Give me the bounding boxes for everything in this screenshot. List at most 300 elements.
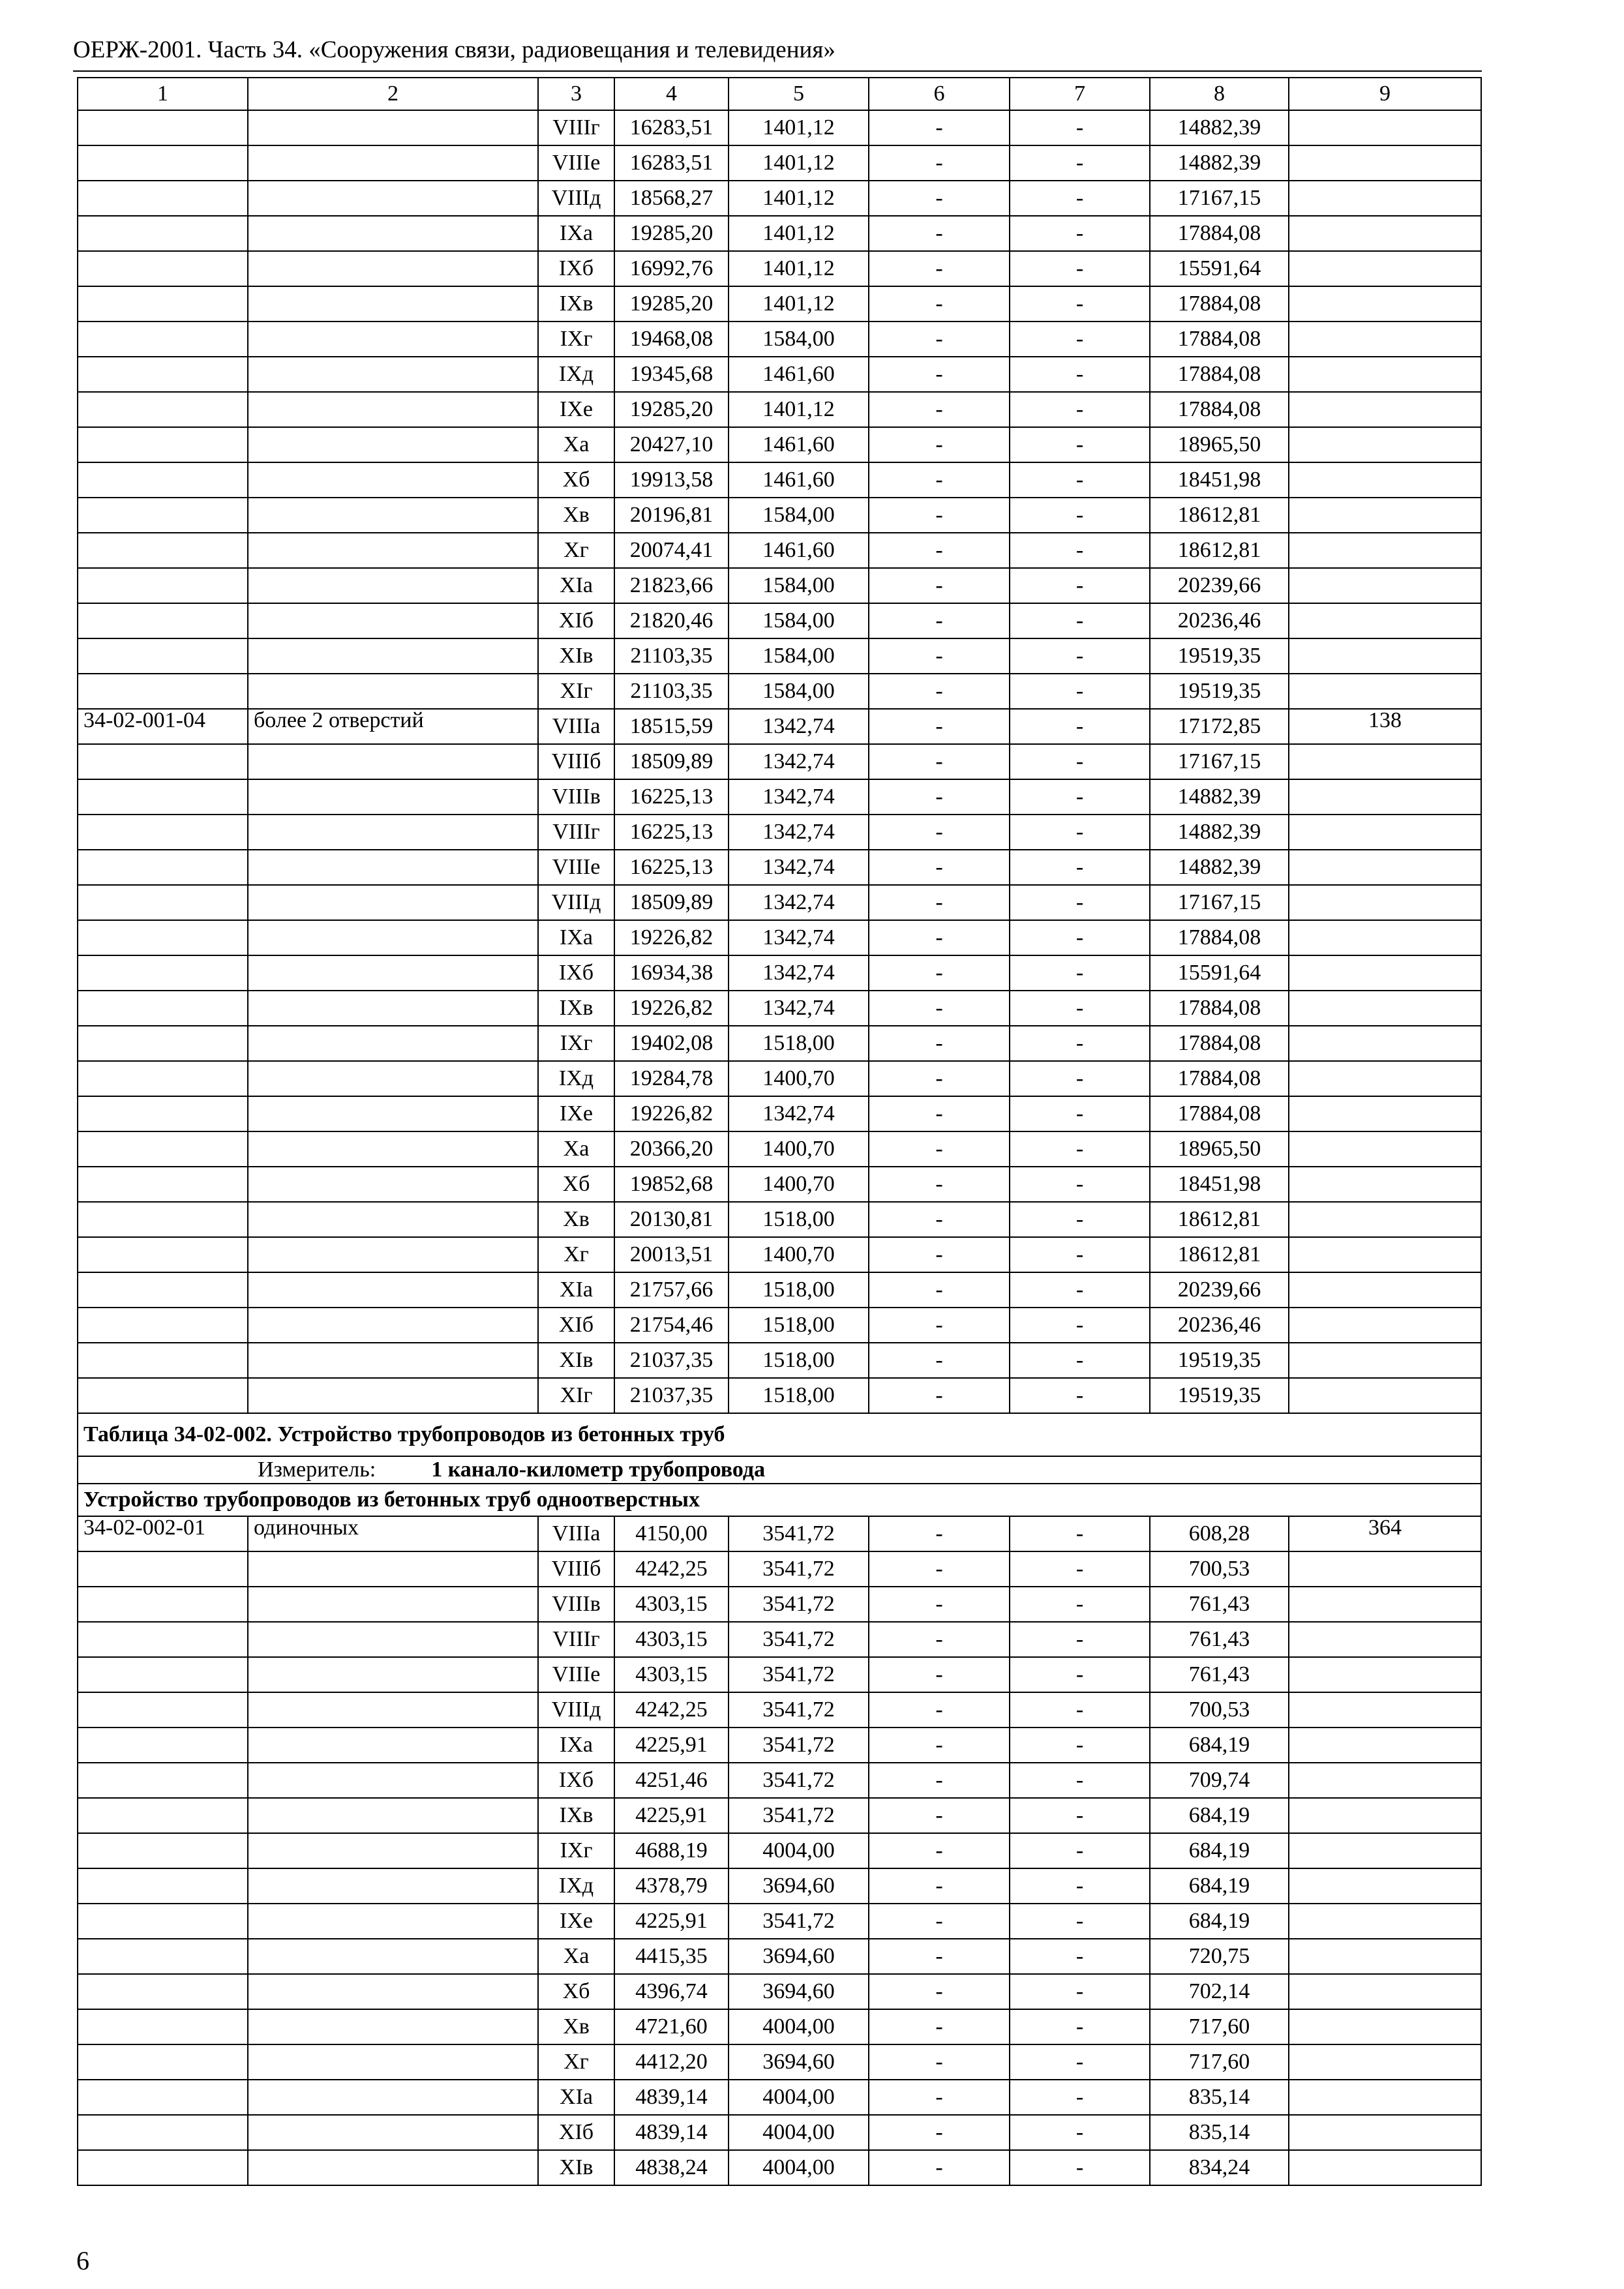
machine-cell: - [869, 885, 1010, 920]
machinist-wages-cell: - [1010, 1516, 1150, 1551]
wages-cell: 1584,00 [729, 638, 869, 674]
materials-cell: 717,60 [1150, 2009, 1289, 2044]
materials-cell: 18965,50 [1150, 1131, 1289, 1167]
machinist-wages-cell: - [1010, 955, 1150, 991]
machinist-wages-cell: - [1010, 1061, 1150, 1096]
wages-cell: 1518,00 [729, 1272, 869, 1308]
labor-cell [1289, 1622, 1481, 1657]
materials-cell: 684,19 [1150, 1798, 1289, 1833]
materials-cell: 17884,08 [1150, 286, 1289, 322]
total-cost-cell: 19285,20 [614, 392, 729, 427]
rate-code-cell [78, 1622, 248, 1657]
labor-cell [1289, 1026, 1481, 1061]
rate-code-cell [78, 850, 248, 885]
table-row [78, 1378, 1481, 1413]
machinist-wages-cell: - [1010, 533, 1150, 568]
rate-code-cell [78, 2115, 248, 2150]
machine-cell: - [869, 674, 1010, 709]
wages-cell: 1461,60 [729, 357, 869, 392]
wages-cell: 3541,72 [729, 1516, 869, 1551]
total-cost-cell: 16283,51 [614, 110, 729, 145]
zone-cell: XIг [538, 1378, 614, 1413]
rate-code-cell [78, 1378, 248, 1413]
machinist-wages-cell: - [1010, 1587, 1150, 1622]
work-name-cell [248, 674, 538, 709]
machinist-wages-cell: - [1010, 1272, 1150, 1308]
zone-cell: IXa [538, 216, 614, 251]
materials-cell: 17884,08 [1150, 991, 1289, 1026]
labor-cell [1289, 216, 1481, 251]
materials-cell: 20239,66 [1150, 568, 1289, 603]
table-row [78, 568, 1481, 603]
machine-cell: - [869, 1763, 1010, 1798]
work-name-cell [248, 885, 538, 920]
materials-cell: 684,19 [1150, 1728, 1289, 1763]
zone-cell: IXe [538, 1096, 614, 1131]
labor-cell [1289, 1308, 1481, 1343]
wages-cell: 1584,00 [729, 603, 869, 638]
zone-cell: XIa [538, 2080, 614, 2115]
machinist-wages-cell: - [1010, 850, 1150, 885]
machinist-wages-cell: - [1010, 498, 1150, 533]
machinist-wages-cell: - [1010, 2044, 1150, 2080]
wages-cell: 1401,12 [729, 145, 869, 181]
work-name-cell [248, 2115, 538, 2150]
machine-cell: - [869, 1904, 1010, 1939]
machine-cell: - [869, 1868, 1010, 1904]
table-row [78, 1798, 1481, 1833]
total-cost-cell: 4303,15 [614, 1657, 729, 1692]
materials-cell: 684,19 [1150, 1833, 1289, 1868]
machine-cell: - [869, 1657, 1010, 1692]
rate-code-cell [78, 2080, 248, 2115]
materials-cell: 18451,98 [1150, 1167, 1289, 1202]
materials-cell: 14882,39 [1150, 779, 1289, 815]
labor-cell [1289, 1167, 1481, 1202]
work-name-cell [248, 1272, 538, 1308]
wages-cell: 1401,12 [729, 392, 869, 427]
total-cost-cell: 4415,35 [614, 1939, 729, 1974]
total-cost-cell: 20130,81 [614, 1202, 729, 1237]
zone-cell: VIIIд [538, 1692, 614, 1728]
machinist-wages-cell: - [1010, 286, 1150, 322]
materials-cell: 17884,08 [1150, 357, 1289, 392]
work-name-cell [248, 462, 538, 498]
machine-cell: - [869, 1833, 1010, 1868]
machinist-wages-cell: - [1010, 1026, 1150, 1061]
materials-cell: 14882,39 [1150, 145, 1289, 181]
machine-cell: - [869, 216, 1010, 251]
total-cost-cell: 21823,66 [614, 568, 729, 603]
machinist-wages-cell: - [1010, 2009, 1150, 2044]
table-row [78, 955, 1481, 991]
machinist-wages-cell: - [1010, 2080, 1150, 2115]
machine-cell: - [869, 1974, 1010, 2009]
rate-code-cell [78, 1308, 248, 1343]
total-cost-cell: 4242,25 [614, 1551, 729, 1587]
labor-cell [1289, 1131, 1481, 1167]
rate-code-cell [78, 779, 248, 815]
work-name-cell [248, 603, 538, 638]
machine-cell: - [869, 2044, 1010, 2080]
work-name-cell [248, 1131, 538, 1167]
table-row [78, 1167, 1481, 1202]
machine-cell: - [869, 533, 1010, 568]
materials-cell: 18612,81 [1150, 533, 1289, 568]
wages-cell: 3541,72 [729, 1904, 869, 1939]
machinist-wages-cell: - [1010, 920, 1150, 955]
total-cost-cell: 19285,20 [614, 286, 729, 322]
machine-cell: - [869, 1272, 1010, 1308]
labor-cell [1289, 392, 1481, 427]
materials-cell: 834,24 [1150, 2150, 1289, 2185]
materials-cell: 15591,64 [1150, 955, 1289, 991]
machine-cell: - [869, 498, 1010, 533]
rate-code-cell [78, 427, 248, 462]
total-cost-cell: 4839,14 [614, 2115, 729, 2150]
table-row [78, 1833, 1481, 1868]
materials-cell: 18612,81 [1150, 498, 1289, 533]
wages-cell: 1518,00 [729, 1378, 869, 1413]
labor-cell [1289, 181, 1481, 216]
table-row [78, 674, 1481, 709]
machinist-wages-cell: - [1010, 1939, 1150, 1974]
materials-cell: 14882,39 [1150, 110, 1289, 145]
work-name-cell [248, 1587, 538, 1622]
table-row [78, 1061, 1481, 1096]
total-cost-cell: 21103,35 [614, 674, 729, 709]
machine-cell: - [869, 1692, 1010, 1728]
column-number: 1 [78, 78, 248, 110]
wages-cell: 3694,60 [729, 1868, 869, 1904]
labor-cell [1289, 1692, 1481, 1728]
machinist-wages-cell: - [1010, 1096, 1150, 1131]
labor-cell [1289, 1728, 1481, 1763]
materials-cell: 18965,50 [1150, 427, 1289, 462]
machinist-wages-cell: - [1010, 1622, 1150, 1657]
labor-cell [1289, 1272, 1481, 1308]
rate-code-cell [78, 2009, 248, 2044]
wages-cell: 1584,00 [729, 322, 869, 357]
rate-code-cell [78, 638, 248, 674]
column-number: 4 [614, 78, 729, 110]
machinist-wages-cell: - [1010, 145, 1150, 181]
labor-cell [1289, 955, 1481, 991]
work-name-cell [248, 1904, 538, 1939]
work-name-cell [248, 2044, 538, 2080]
machine-cell: - [869, 322, 1010, 357]
labor-cell [1289, 2150, 1481, 2185]
total-cost-cell: 19913,58 [614, 462, 729, 498]
machinist-wages-cell: - [1010, 744, 1150, 779]
work-name-cell: более 2 отверстий [248, 709, 538, 744]
total-cost-cell: 16992,76 [614, 251, 729, 286]
zone-cell: Xв [538, 2009, 614, 2044]
wages-cell: 1584,00 [729, 674, 869, 709]
table-row [78, 1516, 1481, 1551]
labor-cell [1289, 145, 1481, 181]
wages-cell: 1342,74 [729, 1096, 869, 1131]
wages-cell: 3694,60 [729, 1939, 869, 1974]
zone-cell: Xв [538, 1202, 614, 1237]
wages-cell: 1342,74 [729, 885, 869, 920]
rate-code-cell [78, 392, 248, 427]
machine-cell: - [869, 1622, 1010, 1657]
work-name-cell [248, 286, 538, 322]
zone-cell: IXв [538, 286, 614, 322]
labor-cell [1289, 2115, 1481, 2150]
machine-cell: - [869, 1343, 1010, 1378]
work-name-cell [248, 1763, 538, 1798]
work-name-cell [248, 251, 538, 286]
labor-cell [1289, 1587, 1481, 1622]
work-name-cell [248, 1692, 538, 1728]
table-row [78, 1657, 1481, 1692]
rate-code-cell [78, 955, 248, 991]
materials-cell: 17884,08 [1150, 216, 1289, 251]
materials-cell: 709,74 [1150, 1763, 1289, 1798]
table-row [78, 709, 1481, 744]
wages-cell: 1401,12 [729, 216, 869, 251]
rate-code-cell [78, 1343, 248, 1378]
zone-cell: IXб [538, 955, 614, 991]
work-name-cell [248, 110, 538, 145]
wages-cell: 1584,00 [729, 568, 869, 603]
materials-cell: 14882,39 [1150, 815, 1289, 850]
zone-cell: Xa [538, 1939, 614, 1974]
labor-cell [1289, 1939, 1481, 1974]
rate-code-cell [78, 1026, 248, 1061]
zone-cell: XIб [538, 603, 614, 638]
machine-cell: - [869, 955, 1010, 991]
total-cost-cell: 21754,46 [614, 1308, 729, 1343]
zone-cell: VIIIг [538, 815, 614, 850]
rate-code-cell [78, 568, 248, 603]
machinist-wages-cell: - [1010, 709, 1150, 744]
total-cost-cell: 21820,46 [614, 603, 729, 638]
table-row [78, 392, 1481, 427]
work-name-cell [248, 991, 538, 1026]
materials-cell: 835,14 [1150, 2080, 1289, 2115]
machinist-wages-cell: - [1010, 1237, 1150, 1272]
wages-cell: 1584,00 [729, 498, 869, 533]
materials-cell: 19519,35 [1150, 1378, 1289, 1413]
measure-value: 1 канало-километр трубопровода [431, 1458, 766, 1482]
zone-cell: IXг [538, 322, 614, 357]
machinist-wages-cell: - [1010, 1833, 1150, 1868]
wages-cell: 1342,74 [729, 920, 869, 955]
column-number: 5 [729, 78, 869, 110]
table-row [78, 1904, 1481, 1939]
zone-cell: Xв [538, 498, 614, 533]
table-row [78, 779, 1481, 815]
wages-cell: 1518,00 [729, 1343, 869, 1378]
work-name-cell [248, 533, 538, 568]
work-name-cell [248, 2080, 538, 2115]
machinist-wages-cell: - [1010, 1692, 1150, 1728]
machine-cell: - [869, 2080, 1010, 2115]
machine-cell: - [869, 1026, 1010, 1061]
zone-cell: IXб [538, 1763, 614, 1798]
table-row [78, 603, 1481, 638]
wages-cell: 1401,12 [729, 181, 869, 216]
total-cost-cell: 19345,68 [614, 357, 729, 392]
machine-cell: - [869, 603, 1010, 638]
zone-cell: IXв [538, 1798, 614, 1833]
wages-cell: 1401,12 [729, 251, 869, 286]
machine-cell: - [869, 920, 1010, 955]
measure-row [78, 1456, 1481, 1484]
materials-cell: 17167,15 [1150, 885, 1289, 920]
zone-cell: IXг [538, 1026, 614, 1061]
table-row [78, 427, 1481, 462]
rate-code-cell [78, 1237, 248, 1272]
rate-code-cell [78, 2150, 248, 2185]
zone-cell: IXг [538, 1833, 614, 1868]
zone-cell: VIIIд [538, 885, 614, 920]
wages-cell: 3541,72 [729, 1798, 869, 1833]
machine-cell: - [869, 286, 1010, 322]
table-row [78, 1728, 1481, 1763]
rate-code-cell [78, 1272, 248, 1308]
materials-cell: 15591,64 [1150, 251, 1289, 286]
work-name-cell [248, 955, 538, 991]
materials-cell: 20236,46 [1150, 603, 1289, 638]
zone-cell: Xг [538, 1237, 614, 1272]
wages-cell: 1342,74 [729, 709, 869, 744]
machine-cell: - [869, 1587, 1010, 1622]
zone-cell: VIIIг [538, 110, 614, 145]
rate-code-cell: 34-02-002-01 [78, 1516, 248, 1551]
machine-cell: - [869, 1131, 1010, 1167]
materials-cell: 18451,98 [1150, 462, 1289, 498]
work-name-cell [248, 216, 538, 251]
machinist-wages-cell: - [1010, 216, 1150, 251]
zone-cell: Xб [538, 1974, 614, 2009]
machine-cell: - [869, 779, 1010, 815]
total-cost-cell: 4839,14 [614, 2080, 729, 2115]
total-cost-cell: 4838,24 [614, 2150, 729, 2185]
zone-cell: VIIIe [538, 145, 614, 181]
labor-cell [1289, 1343, 1481, 1378]
machine-cell: - [869, 850, 1010, 885]
work-name-cell [248, 1939, 538, 1974]
machinist-wages-cell: - [1010, 885, 1150, 920]
wages-cell: 3541,72 [729, 1763, 869, 1798]
labor-cell [1289, 1551, 1481, 1587]
machinist-wages-cell: - [1010, 603, 1150, 638]
table-row [78, 1974, 1481, 2009]
table-row [78, 1692, 1481, 1728]
machinist-wages-cell: - [1010, 181, 1150, 216]
labor-cell [1289, 850, 1481, 885]
table-row [78, 885, 1481, 920]
materials-cell: 17884,08 [1150, 1026, 1289, 1061]
materials-cell: 700,53 [1150, 1551, 1289, 1587]
materials-cell: 717,60 [1150, 2044, 1289, 2080]
table-row [78, 1343, 1481, 1378]
wages-cell: 4004,00 [729, 2080, 869, 2115]
machine-cell: - [869, 2009, 1010, 2044]
measure-cell [78, 1456, 1481, 1484]
table-row [78, 2009, 1481, 2044]
materials-cell: 761,43 [1150, 1587, 1289, 1622]
total-cost-cell: 20366,20 [614, 1131, 729, 1167]
machine-cell: - [869, 1939, 1010, 1974]
work-name-cell [248, 1551, 538, 1587]
rate-code-cell [78, 815, 248, 850]
labor-cell: 138 [1289, 709, 1481, 744]
machinist-wages-cell: - [1010, 674, 1150, 709]
rate-code-cell [78, 110, 248, 145]
machine-cell: - [869, 2115, 1010, 2150]
labor-cell [1289, 251, 1481, 286]
zone-cell: XIв [538, 2150, 614, 2185]
machine-cell: - [869, 1516, 1010, 1551]
table-row [78, 498, 1481, 533]
total-cost-cell: 16934,38 [614, 955, 729, 991]
zone-cell: Xa [538, 427, 614, 462]
machinist-wages-cell: - [1010, 1378, 1150, 1413]
total-cost-cell: 4396,74 [614, 1974, 729, 2009]
machine-cell: - [869, 2150, 1010, 2185]
machinist-wages-cell: - [1010, 357, 1150, 392]
wages-cell: 1461,60 [729, 533, 869, 568]
total-cost-cell: 4242,25 [614, 1692, 729, 1728]
total-cost-cell: 19226,82 [614, 1096, 729, 1131]
table-row [78, 1939, 1481, 1974]
work-name-cell [248, 2009, 538, 2044]
materials-cell: 17172,85 [1150, 709, 1289, 744]
table-row [78, 1237, 1481, 1272]
table-row [78, 1308, 1481, 1343]
machine-cell: - [869, 709, 1010, 744]
machinist-wages-cell: - [1010, 1763, 1150, 1798]
rate-code-cell [78, 1868, 248, 1904]
labor-cell [1289, 2009, 1481, 2044]
labor-cell [1289, 1096, 1481, 1131]
machinist-wages-cell: - [1010, 1974, 1150, 2009]
table-row [78, 286, 1481, 322]
materials-cell: 14882,39 [1150, 850, 1289, 885]
table-row [78, 1551, 1481, 1587]
wages-cell: 1518,00 [729, 1026, 869, 1061]
total-cost-cell: 4303,15 [614, 1622, 729, 1657]
work-name-cell [248, 145, 538, 181]
machine-cell: - [869, 1096, 1010, 1131]
machinist-wages-cell: - [1010, 991, 1150, 1026]
machine-cell: - [869, 251, 1010, 286]
table-row [78, 850, 1481, 885]
rate-code-cell [78, 1974, 248, 2009]
rate-code-cell [78, 885, 248, 920]
document-header: ОЕРЖ-2001. Часть 34. «Сооружения связи, радиовещания и телевидения» [73, 37, 835, 63]
table-row [78, 1868, 1481, 1904]
labor-cell [1289, 603, 1481, 638]
wages-cell: 1461,60 [729, 427, 869, 462]
labor-cell [1289, 920, 1481, 955]
machinist-wages-cell: - [1010, 1167, 1150, 1202]
wages-cell: 1461,60 [729, 462, 869, 498]
work-name-cell [248, 850, 538, 885]
labor-cell [1289, 322, 1481, 357]
work-name-cell [248, 779, 538, 815]
machinist-wages-cell: - [1010, 638, 1150, 674]
rate-code-cell [78, 498, 248, 533]
wages-cell: 1518,00 [729, 1202, 869, 1237]
rate-code-cell [78, 603, 248, 638]
table-row [78, 2044, 1481, 2080]
